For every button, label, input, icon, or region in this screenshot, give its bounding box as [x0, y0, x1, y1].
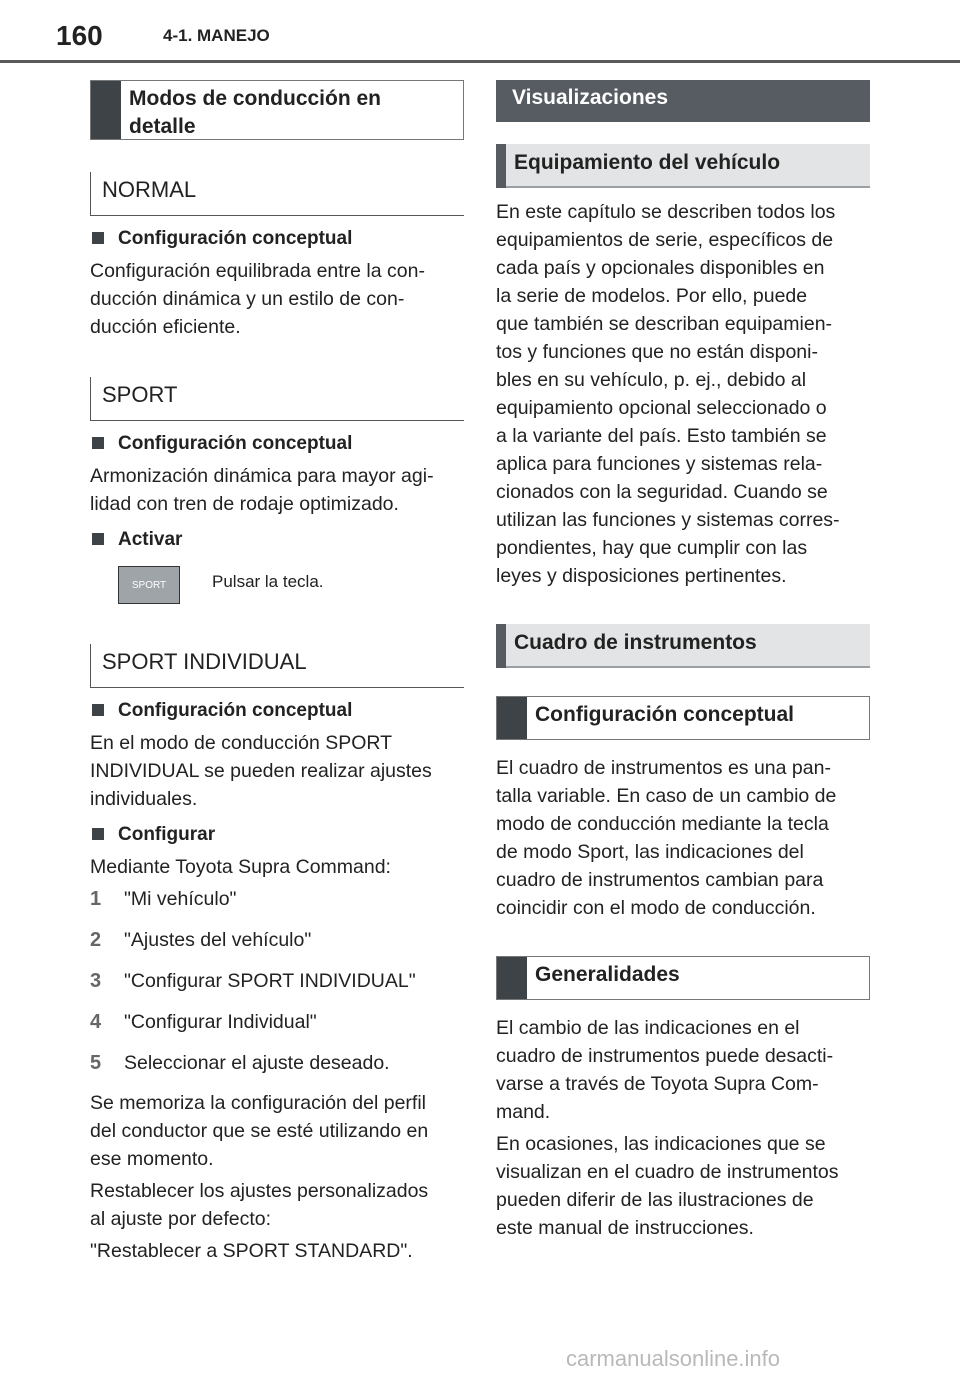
page-number: 160: [56, 20, 103, 51]
memory-text: Se memoriza la configuración del perfil del conductor que se esté utilizando en ese momento.: [90, 1092, 429, 1170]
subheading-equipment: [496, 144, 870, 188]
bullet-text: Configuración conceptual: [118, 228, 353, 249]
step-item: [90, 926, 464, 954]
boxed-heading-general: [496, 956, 870, 1000]
subheading-text: Equipamiento del vehículo: [514, 151, 781, 174]
mode-heading-normal: [90, 172, 464, 216]
step-item: [90, 885, 464, 913]
boxed-heading-text: Generalidades: [535, 963, 680, 986]
step-number: 3: [90, 970, 102, 992]
step-text: "Configurar SPORT INDIVIDUAL": [124, 970, 416, 992]
square-bullet-icon: [92, 828, 104, 840]
bullet-heading-configure: [90, 821, 464, 849]
step-text: "Mi vehículo": [124, 888, 237, 910]
main-heading-text: Modos de conducción en detalle: [129, 87, 382, 138]
step-number: 5: [90, 1052, 102, 1074]
sport-key-row: [90, 566, 464, 604]
step-text: "Ajustes del vehículo": [124, 929, 312, 951]
section-label: 4-1. MANEJO: [163, 26, 270, 45]
individual-description: En el modo de conducción SPORT INDIVIDUAL se pueden realizar ajustes individuales.: [90, 732, 432, 810]
subheading-text: Cuadro de instrumentos: [514, 631, 757, 654]
sport-key-caption: Pulsar la tecla.: [212, 572, 324, 591]
header-rule: [0, 60, 960, 63]
mode-title-sport-individual: SPORT INDIVIDUAL: [102, 649, 307, 674]
step-item: [90, 1008, 464, 1036]
bullet-heading-normal-concept: [90, 225, 464, 253]
step-number: 2: [90, 929, 102, 951]
square-bullet-icon: [92, 232, 104, 244]
bullet-heading-activate: [90, 526, 464, 554]
watermark: carmanualsonline.info: [566, 1346, 781, 1371]
square-bullet-icon: [92, 437, 104, 449]
step-item: [90, 967, 464, 995]
normal-description: Configuración equilibrada entre la con- ducción dinámica y un estilo de con- ducción eficiente.: [90, 260, 425, 338]
mode-heading-sport-individual: [90, 644, 464, 688]
band-heading-visualizaciones: [496, 80, 870, 122]
step-item: [90, 1049, 464, 1077]
step-text: Seleccionar el ajuste deseado.: [124, 1052, 390, 1074]
square-bullet-icon: [92, 704, 104, 716]
bullet-heading-individual-concept: [90, 697, 464, 725]
boxed-heading-concept: [496, 696, 870, 740]
step-number: 1: [90, 888, 102, 910]
page-header: [0, 0, 960, 64]
general-text-1: El cambio de las indicaciones en el cuadro de instrumentos puede desacti- varse a través de Toyota Supra Com- mand.: [496, 1017, 834, 1123]
bullet-text: Activar: [118, 529, 183, 550]
sport-key-icon: SPORT: [118, 566, 180, 604]
mode-title-sport: SPORT: [102, 382, 178, 407]
sport-description: Armonización dinámica para mayor agi- lidad con tren de rodaje optimizado.: [90, 465, 434, 515]
equipment-text: En este capítulo se describen todos los equipamientos de serie, específicos de cada país y opcionales disponibles en la serie de modelos. Por ello, puede que también se describan equipamien- tos y funciones que no están disponi- bles en su vehículo, p. ej., debido al equipamiento opcional seleccionado o a la variante del país. Esto también se aplica para funciones y sistemas rela- cionados con la seguridad. Cuando se utilizan las funciones y sistemas corres- pondientes, hay que cumplir con las leyes y disposiciones pertinentes.: [496, 201, 840, 587]
reset-text: Restablecer los ajustes personalizados al ajuste por defecto:: [90, 1180, 429, 1230]
main-heading: [90, 80, 464, 140]
subheading-cluster: [496, 624, 870, 668]
general-text-2: En ocasiones, las indicaciones que se visualizan en el cuadro de instrumentos pueden diferir de las ilustraciones de este manual de instrucciones.: [496, 1133, 839, 1239]
boxed-heading-text: Configuración conceptual: [535, 703, 795, 726]
square-bullet-icon: [92, 533, 104, 545]
configure-steps: [90, 885, 464, 1077]
bullet-text: Configuración conceptual: [118, 700, 353, 721]
band-heading-text: Visualizaciones: [512, 86, 669, 109]
configure-intro: Mediante Toyota Supra Command:: [90, 856, 391, 878]
bullet-text: Configurar: [118, 824, 216, 845]
right-column: [496, 80, 870, 1242]
mode-heading-sport: [90, 377, 464, 421]
step-text: "Configurar Individual": [124, 1011, 317, 1033]
bullet-text: Configuración conceptual: [118, 433, 353, 454]
reset-command: "Restablecer a SPORT STANDARD".: [90, 1240, 413, 1262]
step-number: 4: [90, 1011, 102, 1033]
mode-title-normal: NORMAL: [102, 177, 197, 202]
bullet-heading-sport-concept: [90, 430, 464, 458]
concept-text: El cuadro de instrumentos es una pan- talla variable. En caso de un cambio de modo de conducción mediante la tecla de modo Sport, las indicaciones del cuadro de instrumentos cambian para coincidir con el modo de conducción.: [496, 757, 837, 919]
left-column: [90, 80, 464, 1265]
